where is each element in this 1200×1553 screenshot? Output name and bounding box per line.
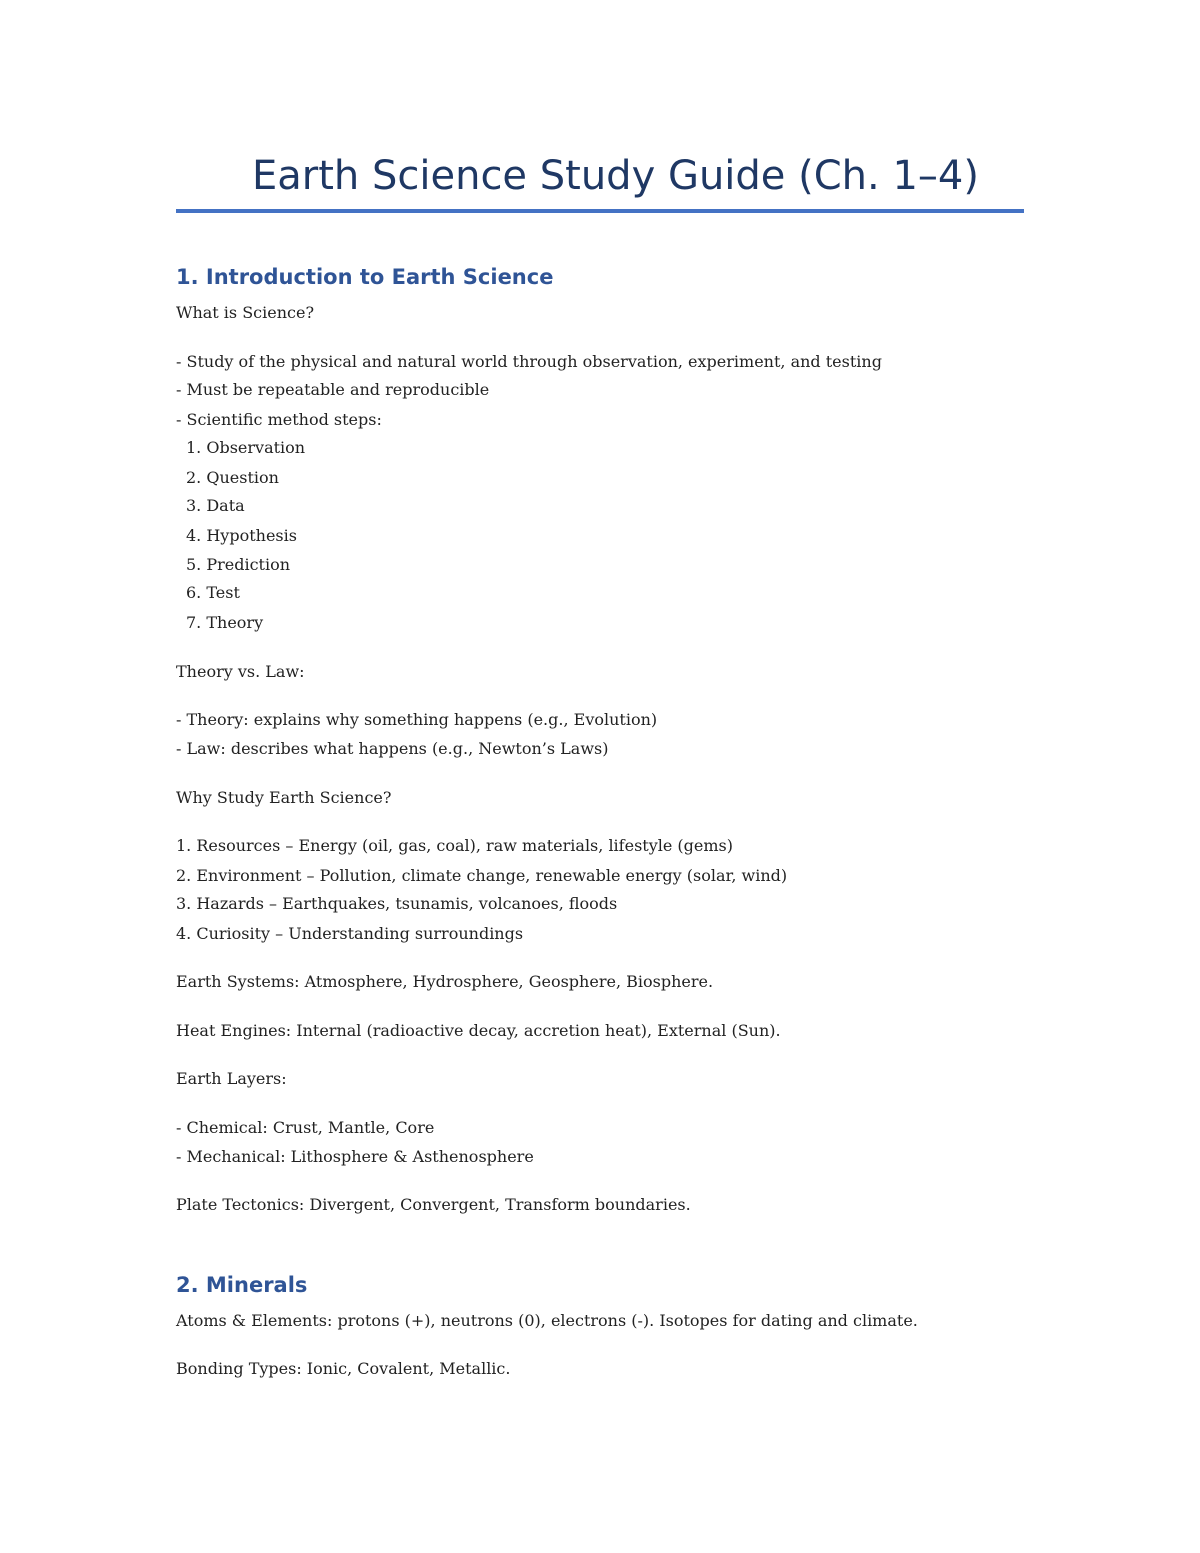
earth-systems-line: Earth Systems: Atmosphere, Hydrosphere, Geosphere, Biosphere.	[176, 972, 714, 991]
method-step: 6. Test	[186, 583, 240, 602]
theory-vs-law-label: Theory vs. Law:	[176, 662, 305, 681]
theory-law-item: - Law: describes what happens (e.g., Newton’s Laws)	[176, 739, 609, 758]
why-item: 4. Curiosity – Understanding surroundings	[176, 924, 524, 943]
document-title: Earth Science Study Guide (Ch. 1–4)	[252, 153, 979, 199]
plate-tectonics-line: Plate Tectonics: Divergent, Convergent, Transform boundaries.	[176, 1195, 691, 1214]
earth-layers-label: Earth Layers:	[176, 1069, 287, 1088]
layer-item: - Chemical: Crust, Mantle, Core	[176, 1118, 435, 1137]
what-is-science-label: What is Science?	[176, 303, 315, 322]
why-study-label: Why Study Earth Science?	[176, 788, 392, 807]
method-step: 5. Prediction	[186, 555, 291, 574]
section-2-heading: 2. Minerals	[176, 1273, 308, 1297]
bullet-item: - Scientific method steps:	[176, 410, 382, 429]
bonding-line: Bonding Types: Ionic, Covalent, Metallic.	[176, 1359, 511, 1378]
why-item: 2. Environment – Pollution, climate change, renewable energy (solar, wind)	[176, 866, 788, 885]
why-item: 1. Resources – Energy (oil, gas, coal), raw materials, lifestyle (gems)	[176, 836, 733, 855]
method-step: 3. Data	[186, 496, 245, 515]
why-item: 3. Hazards – Earthquakes, tsunamis, volcanoes, floods	[176, 894, 618, 913]
bullet-item: - Must be repeatable and reproducible	[176, 380, 490, 399]
method-step: 1. Observation	[186, 438, 306, 457]
method-step: 2. Question	[186, 468, 279, 487]
bullet-item: - Study of the physical and natural world through observation, experiment, and testing	[176, 352, 882, 371]
method-step: 7. Theory	[186, 613, 264, 632]
atoms-line: Atoms & Elements: protons (+), neutrons (0), electrons (-). Isotopes for dating and climate.	[176, 1311, 918, 1330]
section-1-heading: 1. Introduction to Earth Science	[176, 265, 554, 289]
heat-engines-line: Heat Engines: Internal (radioactive decay, accretion heat), External (Sun).	[176, 1021, 781, 1040]
theory-law-item: - Theory: explains why something happens (e.g., Evolution)	[176, 710, 658, 729]
method-step: 4. Hypothesis	[186, 526, 297, 545]
title-underline	[176, 209, 1024, 213]
layer-item: - Mechanical: Lithosphere & Asthenosphere	[176, 1147, 534, 1166]
